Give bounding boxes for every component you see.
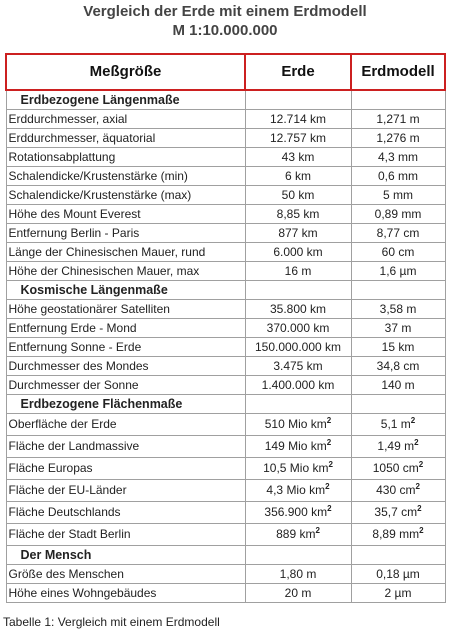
- earth-value: 6.000 km: [273, 245, 323, 259]
- earth-value-cell: [245, 524, 351, 546]
- model-value: 5 mm: [383, 188, 413, 202]
- earth-value: 50 km: [281, 188, 315, 202]
- section-empty-cell: [351, 546, 445, 565]
- model-value: 1,49 m: [377, 439, 415, 453]
- model-value-cell: [351, 300, 445, 319]
- model-value-cell: [351, 110, 445, 129]
- earth-value: 1.400.000 km: [261, 378, 335, 392]
- model-value: 140 m: [381, 378, 415, 392]
- earth-value: 150.000.000 km: [254, 340, 342, 354]
- section-empty-cell: [245, 90, 351, 110]
- earth-value: 889 km: [276, 527, 316, 541]
- measure-label: Entfernung Berlin - Paris: [6, 224, 245, 243]
- earth-value-cell: [245, 584, 351, 603]
- header-row: [6, 54, 445, 90]
- model-value: 5,1 m: [380, 417, 411, 431]
- measure-label: Entfernung Sonne - Erde: [6, 338, 245, 357]
- measure-label: Durchmesser der Sonne: [6, 376, 245, 395]
- measure-label: Fläche Deutschlands: [6, 502, 245, 524]
- model-value-cell: [351, 205, 445, 224]
- model-value-cell: [351, 524, 445, 546]
- model-value: 15 km: [381, 340, 415, 354]
- table-row: [6, 524, 445, 546]
- earth-value-cell: [245, 565, 351, 584]
- earth-value-cell: [245, 458, 351, 480]
- section-empty-cell: [245, 281, 351, 300]
- model-value-cell: [351, 319, 445, 338]
- measure-label: Höhe geostationärer Satelliten: [6, 300, 245, 319]
- earth-value-cell: [245, 502, 351, 524]
- table-row: [6, 376, 445, 395]
- model-value: 1050 cm: [372, 461, 419, 475]
- section-title: Erdbezogene Längenmaße: [6, 90, 245, 110]
- section-empty-cell: [245, 395, 351, 414]
- model-value-cell: [351, 338, 445, 357]
- earth-value-cell: [245, 319, 351, 338]
- table-row: [6, 243, 445, 262]
- unit-exponent: 2: [327, 504, 332, 513]
- table-row: [6, 584, 445, 603]
- earth-value-cell: [245, 205, 351, 224]
- measure-label: Oberfläche der Erde: [6, 414, 245, 436]
- measure-label: Durchmesser des Mondes: [6, 357, 245, 376]
- table-row: [6, 300, 445, 319]
- model-value-cell: [351, 148, 445, 167]
- model-value-cell: [351, 129, 445, 148]
- earth-value-cell: [245, 243, 351, 262]
- model-value-cell: [351, 376, 445, 395]
- model-value-cell: [351, 458, 445, 480]
- earth-value-cell: [245, 148, 351, 167]
- unit-exponent: 2: [417, 504, 422, 513]
- model-value: 37 m: [384, 321, 412, 335]
- section-empty-cell: [351, 281, 445, 300]
- table-row: [6, 224, 445, 243]
- earth-value: 1,80 m: [279, 567, 317, 581]
- table-row: [6, 129, 445, 148]
- earth-value-cell: [245, 376, 351, 395]
- earth-value: 356.900 km: [264, 505, 328, 519]
- model-value: 0,6 mm: [377, 169, 418, 183]
- model-value-cell: [351, 565, 445, 584]
- model-value-cell: [351, 224, 445, 243]
- model-value: 34,8 cm: [376, 359, 420, 373]
- section-title: Erdbezogene Flächenmaße: [6, 395, 245, 414]
- model-value: 1,276 m: [376, 131, 420, 145]
- model-value: 1,271 m: [376, 112, 420, 126]
- model-value-cell: [351, 502, 445, 524]
- table-body: [6, 90, 445, 603]
- model-value: 430 cm: [376, 483, 416, 497]
- table-row: [6, 502, 445, 524]
- measure-label: Rotationsabplattung: [6, 148, 245, 167]
- section-empty-cell: [245, 546, 351, 565]
- earth-value-cell: [245, 480, 351, 502]
- earth-value: 6 km: [284, 169, 311, 183]
- header-earth: Erde: [245, 54, 351, 90]
- model-value-cell: [351, 186, 445, 205]
- earth-value-cell: [245, 224, 351, 243]
- measure-label: Höhe der Chinesischen Mauer, max: [6, 262, 245, 281]
- model-value-cell: [351, 262, 445, 281]
- earth-value: 10,5 Mio km: [263, 461, 329, 475]
- unit-exponent: 2: [326, 416, 332, 425]
- model-value: 8,89 mm: [372, 527, 420, 541]
- table-row: [6, 436, 445, 458]
- table-row: [6, 414, 445, 436]
- table-row: [6, 565, 445, 584]
- section-title: Kosmische Längenmaße: [6, 281, 245, 300]
- model-value: 0,18 µm: [376, 567, 420, 581]
- table-row: [6, 167, 445, 186]
- section-row: [6, 281, 445, 300]
- section-empty-cell: [351, 90, 445, 110]
- measure-label: Fläche Europas: [6, 458, 245, 480]
- measure-label: Erddurchmesser, äquatorial: [6, 129, 245, 148]
- model-value: 4,3 mm: [377, 150, 418, 164]
- section-row: [6, 90, 445, 110]
- measure-label: Fläche der EU-Länder: [6, 480, 245, 502]
- section-row: [6, 395, 445, 414]
- measure-label: Höhe des Mount Everest: [6, 205, 245, 224]
- table-row: [6, 148, 445, 167]
- earth-value: 370.000 km: [266, 321, 330, 335]
- earth-value: 8,85 km: [276, 207, 320, 221]
- earth-value: 12.757 km: [269, 131, 327, 145]
- earth-value-cell: [245, 129, 351, 148]
- table-row: [6, 338, 445, 357]
- earth-value-cell: [245, 357, 351, 376]
- earth-value-cell: [245, 414, 351, 436]
- measure-label: Erddurchmesser, axial: [6, 110, 245, 129]
- unit-exponent: 2: [414, 438, 419, 447]
- unit-exponent: 2: [325, 482, 330, 491]
- model-value: 60 cm: [381, 245, 415, 259]
- model-value-cell: [351, 357, 445, 376]
- section-row: [6, 546, 445, 565]
- unit-exponent: 2: [326, 438, 332, 447]
- earth-value: 43 km: [281, 150, 315, 164]
- earth-value: 877 km: [278, 226, 318, 240]
- measure-label: Höhe eines Wohngebäudes: [6, 584, 245, 603]
- measure-label: Länge der Chinesischen Mauer, rund: [6, 243, 245, 262]
- earth-value: 510 Mio km: [264, 417, 327, 431]
- table-row: [6, 480, 445, 502]
- earth-value: 16 m: [284, 264, 312, 278]
- earth-value-cell: [245, 262, 351, 281]
- comparison-table: [5, 53, 446, 603]
- title-line-2: M 1:10.000.000: [172, 22, 278, 39]
- model-value-cell: [351, 414, 445, 436]
- table-row: [6, 357, 445, 376]
- unit-exponent: 2: [328, 460, 333, 469]
- earth-value-cell: [245, 167, 351, 186]
- measure-label: Größe des Menschen: [6, 565, 245, 584]
- table-row: [6, 110, 445, 129]
- unit-exponent: 2: [419, 526, 424, 535]
- measure-label: Schalendicke/Krustenstärke (max): [6, 186, 245, 205]
- table-row: [6, 186, 445, 205]
- model-value-cell: [351, 584, 445, 603]
- measure-label: Fläche der Landmassive: [6, 436, 245, 458]
- earth-value-cell: [245, 186, 351, 205]
- earth-value-cell: [245, 338, 351, 357]
- section-empty-cell: [351, 395, 445, 414]
- model-value: 8,77 cm: [376, 226, 420, 240]
- measure-label: Fläche der Stadt Berlin: [6, 524, 245, 546]
- earth-value-cell: [245, 436, 351, 458]
- table-caption: Tabelle 1: Vergleich mit einem Erdmodell: [3, 615, 220, 629]
- header-model: Erdmodell: [351, 54, 445, 90]
- header-measure: Meßgröße: [6, 54, 245, 90]
- earth-value-cell: [245, 110, 351, 129]
- earth-value: 35.800 km: [269, 302, 327, 316]
- model-value-cell: [351, 167, 445, 186]
- earth-value: 3.475 km: [273, 359, 323, 373]
- table-row: [6, 262, 445, 281]
- unit-exponent: 2: [315, 526, 320, 535]
- measure-label: Schalendicke/Krustenstärke (min): [6, 167, 245, 186]
- model-value-cell: [351, 480, 445, 502]
- model-value: 0,89 mm: [374, 207, 422, 221]
- table-row: [6, 458, 445, 480]
- model-value: 3,58 m: [379, 302, 417, 316]
- model-value: 35,7 cm: [374, 505, 418, 519]
- unit-exponent: 2: [415, 482, 420, 491]
- earth-value: 149 Mio km: [264, 439, 327, 453]
- earth-value: 4,3 Mio km: [266, 483, 326, 497]
- earth-value: 20 m: [284, 586, 312, 600]
- table-row: [6, 205, 445, 224]
- model-value-cell: [351, 436, 445, 458]
- earth-value: 12.714 km: [269, 112, 327, 126]
- title-line-1: Vergleich der Erde mit einem Erdmodell: [83, 3, 367, 20]
- measure-label: Entfernung Erde - Mond: [6, 319, 245, 338]
- unit-exponent: 2: [418, 460, 424, 469]
- section-title: Der Mensch: [6, 546, 245, 565]
- unit-exponent: 2: [410, 416, 416, 425]
- model-value-cell: [351, 243, 445, 262]
- table-row: [6, 319, 445, 338]
- model-value: 1,6 µm: [379, 264, 417, 278]
- earth-value-cell: [245, 300, 351, 319]
- model-value: 2 µm: [384, 586, 412, 600]
